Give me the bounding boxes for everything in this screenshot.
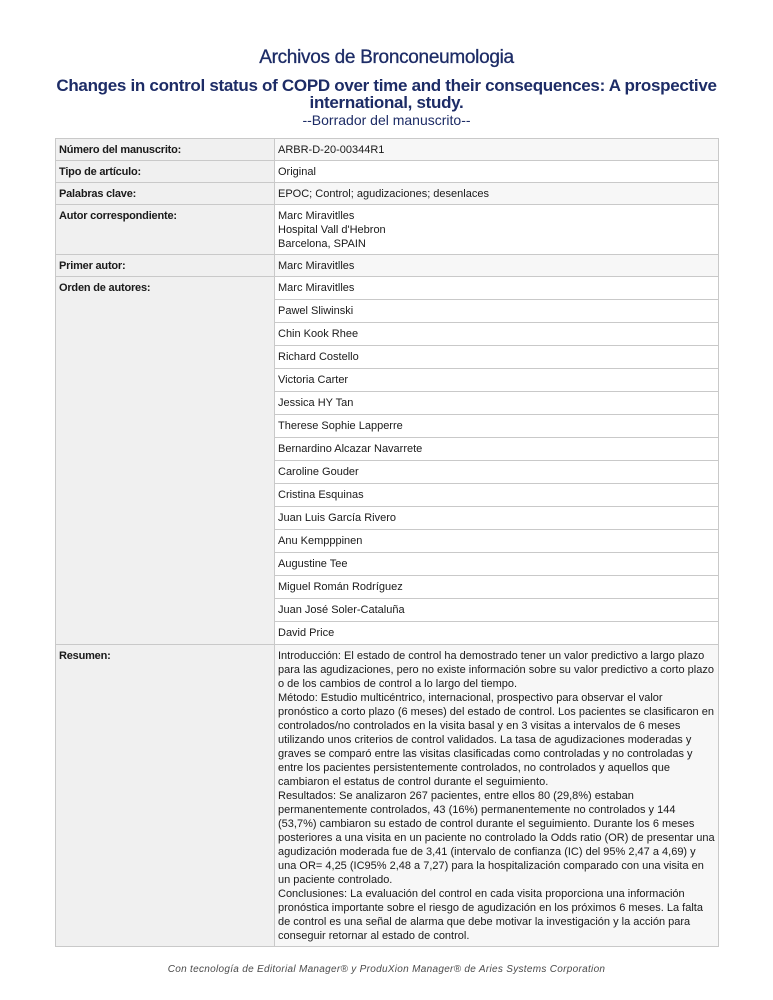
author-list (275, 277, 719, 645)
draft-label: --Borrador del manuscrito-- (302, 112, 471, 128)
manuscript-number-value: ARBR-D-20-00344R1 (275, 139, 719, 161)
keywords-label: Palabras clave: (56, 183, 275, 205)
author-item: Richard Costello (275, 346, 718, 369)
author-item: David Price (275, 622, 718, 644)
author-item: Caroline Gouder (275, 461, 718, 484)
document-header (0, 46, 773, 128)
author-item: Miguel Román Rodríguez (275, 576, 718, 599)
article-title: Changes in control status of COPD over time and their consequences: A prospective international, study. (56, 76, 717, 112)
manuscript-number-label: Número del manuscrito: (56, 139, 275, 161)
manuscript-metadata-table (55, 138, 719, 947)
author-order-label: Orden de autores: (56, 277, 275, 645)
row-manuscript-number (56, 139, 719, 161)
abstract-introduction: Introducción: El estado de control ha demostrado tener un valor predictivo a largo plazo para las agudizaciones, pero no existe información sobre su valor predictivo a corto plazo o de los cambios de control a lo largo del tiempo. (278, 650, 714, 690)
corresponding-author-label: Autor correspondiente: (56, 205, 275, 255)
corresponding-author-value (275, 205, 719, 255)
author-item: Juan José Soler-Cataluña (275, 599, 718, 622)
first-author-label: Primer autor: (56, 255, 275, 277)
author-item: Augustine Tee (275, 553, 718, 576)
author-item: Cristina Esquinas (275, 484, 718, 507)
abstract-label: Resumen: (56, 645, 275, 947)
row-keywords (56, 183, 719, 205)
author-item: Juan Luis García Rivero (275, 507, 718, 530)
corresponding-author-location: Barcelona, SPAIN (278, 238, 366, 250)
row-abstract (56, 645, 719, 947)
abstract-conclusions: Conclusiones: La evaluación del control en cada visita proporciona una información pronóstica importante sobre el riesgo de agudización en los próximos 6 meses. La falta de control es una señal de alarma que debe motivar la investigación y la acción para conseguir retornar al estado de control. (278, 888, 703, 942)
row-corresponding-author (56, 205, 719, 255)
author-item: Bernardino Alcazar Navarrete (275, 438, 718, 461)
author-item: Anu Kempppinen (275, 530, 718, 553)
author-item: Jessica HY Tan (275, 392, 718, 415)
keywords-value: EPOC; Control; agudizaciones; desenlaces (275, 183, 719, 205)
author-item: Marc Miravitlles (275, 277, 718, 300)
corresponding-author-institution: Hospital Vall d'Hebron (278, 224, 386, 236)
journal-name: Archivos de Bronconeumologia (259, 47, 514, 68)
author-item: Pawel Sliwinski (275, 300, 718, 323)
author-item: Chin Kook Rhee (275, 323, 718, 346)
abstract-method: Método: Estudio multicéntrico, internacional, prospectivo para observar el valor pronóstico a corto plazo (6 meses) del estado de control. Los pacientes se clasificaron en controlados/no controlados en la visita basal y en 3 visitas a intervalos de 6 meses utilizando unos criterios de control validados. La tasa de agudizaciones moderadas y graves se comparó entre las visitas clasificadas como controladas y no controladas y entre los pacientes persistentemente controlados, no controlados y aquellos que cambiaron el estatus de control durante el seguimiento. (278, 692, 714, 788)
row-first-author (56, 255, 719, 277)
author-item: Therese Sophie Lapperre (275, 415, 718, 438)
article-type-value: Original (275, 161, 719, 183)
footer-credit: Con tecnología de Editorial Manager® y ProduXion Manager® de Aries Systems Corporation (167, 964, 606, 975)
article-type-label: Tipo de artículo: (56, 161, 275, 183)
first-author-value: Marc Miravitlles (275, 255, 719, 277)
row-article-type (56, 161, 719, 183)
row-author-order (56, 277, 719, 645)
abstract-text (275, 645, 719, 947)
abstract-results: Resultados: Se analizaron 267 pacientes, entre ellos 80 (29,8%) estaban permanentemente controlados, 43 (16%) permanentemente no controlados y 144 (53,7%) cambiaron su estado de control durante el seguimiento. Durante los 6 meses posteriores a una visita en un paciente no controlado la Odds ratio (OR) de presentar una agudización moderada fue de 3,41 (intervalo de confianza (IC) del 95% 2,47 a 4,69) y una OR= 4,25 (IC95% 2,48 a 7,27) para la hospitalización comparado con una visita en un paciente controlado. (278, 790, 715, 886)
author-item: Victoria Carter (275, 369, 718, 392)
corresponding-author-name: Marc Miravitlles (278, 210, 355, 222)
